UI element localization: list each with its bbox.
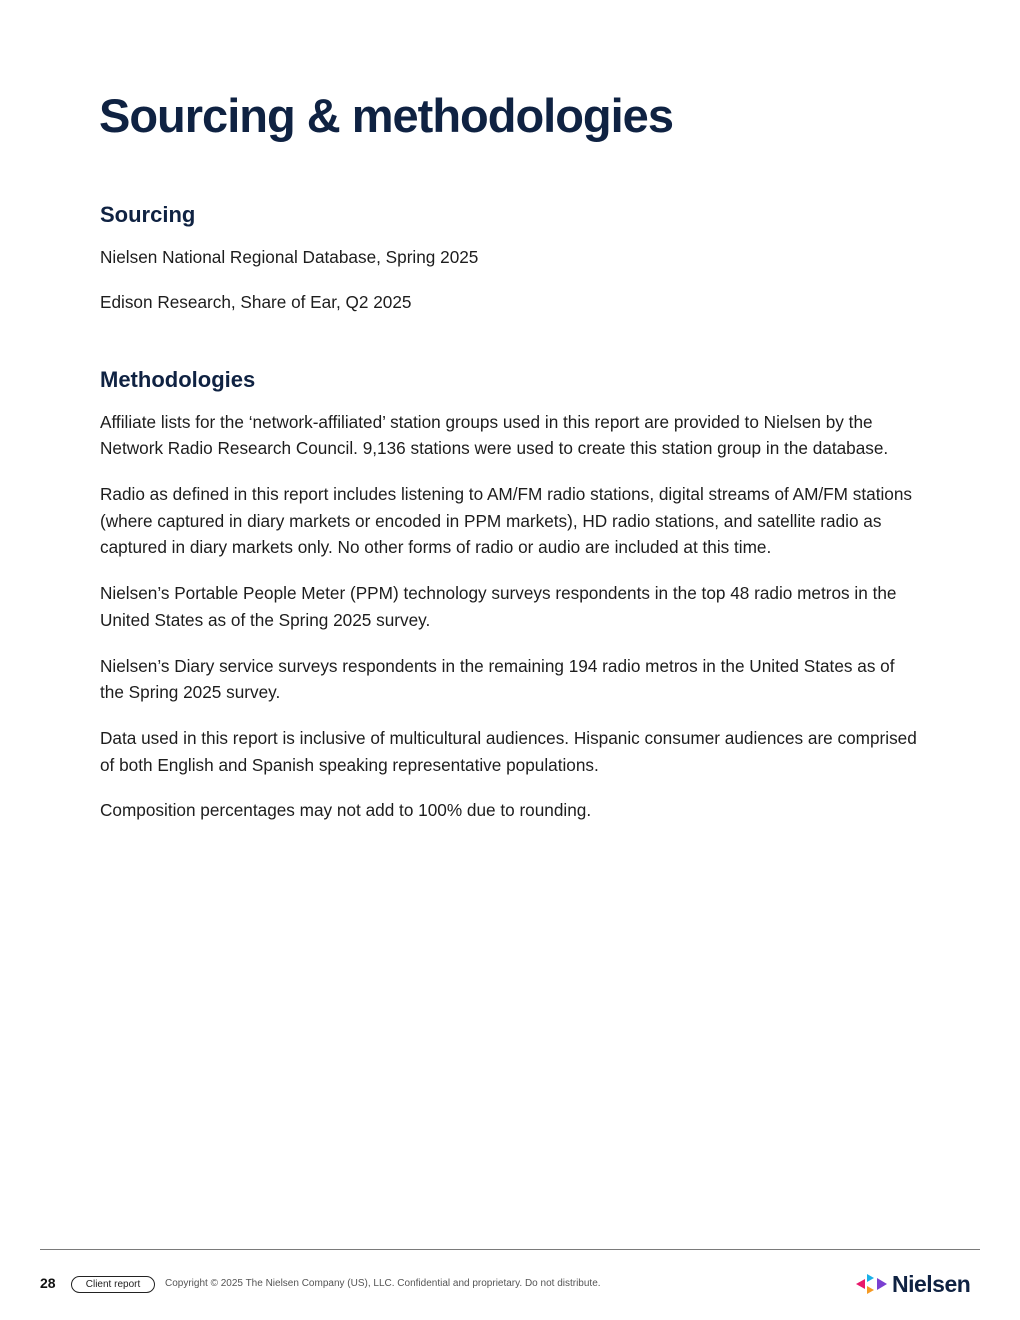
methodology-paragraph: Radio as defined in this report includes listening to AM/FM radio stations, digital streams of AM/FM stations (where captured in diary markets or encoded in PPM markets), HD radio stations, and satellite radio as captured in diary markets only. No other forms of radio or audio are included at this time. [100, 484, 912, 558]
footer-divider [40, 1249, 980, 1250]
nielsen-wordmark: Nielsen [892, 1270, 971, 1297]
copyright-notice: Copyright © 2025 The Nielsen Company (US), LLC. Confidential and proprietary. Do not distribute. [165, 1278, 601, 1289]
methodology-paragraph: Affiliate lists for the ‘network-affiliated’ station groups used in this report are provided to Nielsen by the Network Radio Research Council. 9,136 stations were used to create this station group in the database. [100, 411, 889, 459]
sourcing-item: Edison Research, Share of Ear, Q2 2025 [100, 292, 412, 313]
nielsen-logo [856, 1270, 970, 1298]
methodology-paragraph: Composition percentages may not add to 100% due to rounding. [100, 800, 592, 821]
methodologies-section [100, 366, 920, 843]
methodologies-heading: Methodologies [100, 367, 256, 392]
page-number: 28 [40, 1275, 56, 1291]
client-report-badge: Client report [71, 1276, 155, 1293]
sourcing-heading: Sourcing [100, 202, 196, 227]
nielsen-play-icon [856, 1273, 888, 1295]
sourcing-section [100, 201, 920, 335]
sourcing-item: Nielsen National Regional Database, Spring 2025 [100, 246, 479, 267]
methodology-paragraph: Data used in this report is inclusive of multicultural audiences. Hispanic consumer audiences are comprised of both English and Spanish speaking representative populations. [100, 727, 917, 775]
methodology-paragraph: Nielsen’s Diary service surveys respondents in the remaining 194 radio metros in the United States as of the Spring 2025 survey. [100, 655, 895, 703]
methodology-paragraph: Nielsen’s Portable People Meter (PPM) technology surveys respondents in the top 48 radio metros in the United States as of the Spring 2025 survey. [100, 583, 897, 630]
page-title: Sourcing & methodologies [99, 89, 673, 142]
